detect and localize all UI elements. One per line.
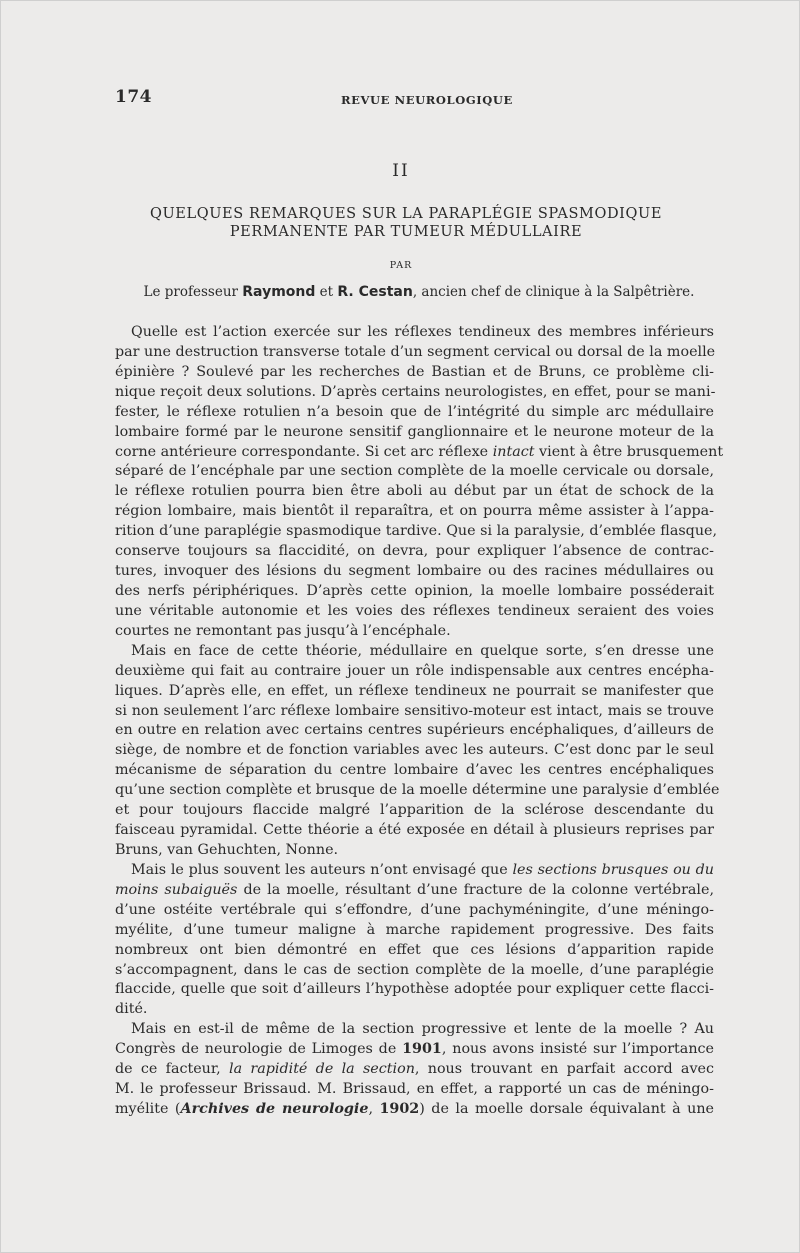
text-line: siège, de nombre et de fonction variables avec les auteurs. C’est donc par le seul xyxy=(115,742,714,759)
text-line: région lombaire, mais bientôt il reparaîtra, et on pourra même assister à l’appa- xyxy=(115,503,714,520)
text-line: liques. D’après elle, en effet, un réflexe tendineux ne pourrait se manifester que xyxy=(115,682,714,699)
italic-run: Archives de neurologie xyxy=(180,1100,369,1117)
text-line xyxy=(115,1100,714,1120)
text-line: qu’une section complète et brusque de la moelle détermine une paralysie d’emblée xyxy=(115,782,720,799)
text-line: Quelle est l’action exercée sur les réflexes tendineux des membres inférieurs xyxy=(131,324,714,340)
page-number: 174 xyxy=(115,87,152,107)
title-line: QUELQUES REMARQUES SUR LA PARAPLÉGIE SPASMODIQUE xyxy=(149,206,663,222)
text-run: de ce facteur, xyxy=(115,1061,229,1078)
text-line: tures, invoquer des lésions du segment lombaire ou des racines médullaires ou xyxy=(115,563,714,580)
text-line xyxy=(115,1060,714,1080)
text-line: si non seulement l’arc réflexe lombaire sensitivo-moteur est intact, mais se trouve xyxy=(115,702,714,719)
author-prefix: Le professeur xyxy=(143,284,243,300)
author-affiliation: , ancien chef de clinique à la Salpêtrière. xyxy=(412,284,695,300)
text-line: M. le professeur Brissaud. M. Brissaud, en effet, a rapporté un cas de méningo- xyxy=(115,1081,714,1098)
author-name: R. Cestan xyxy=(337,284,413,300)
text-line: s’accompagnent, dans le cas de section complète de la moelle, d’une paraplégie xyxy=(115,961,714,978)
text-run: Mais le plus souvent les auteurs n’ont envisagé que xyxy=(131,861,513,878)
text-line: une véritable autonomie et les voies des réflexes tendineux seraient des voies xyxy=(115,602,714,619)
text-run: corne antérieure correspondante. Si cet arc réflexe xyxy=(115,443,493,460)
text-run: , xyxy=(368,1100,380,1117)
text-line: conserve toujours sa flaccidité, on devra, pour expliquer l’absence de contrac- xyxy=(115,543,714,560)
bold-run: 1901 xyxy=(402,1041,442,1058)
text-line: séparé de l’encéphale par une section complète de la moelle cervicale ou dorsale, xyxy=(115,463,714,480)
text-line: faisceau pyramidal. Cette théorie a été exposée en détail à plusieurs reprises par xyxy=(115,822,714,839)
text-run: ) de la moelle dorsale équivalant à une xyxy=(419,1100,714,1117)
text-line: Mais en est-il de même de la section progressive et lente de la moelle ? Au xyxy=(131,1021,714,1038)
text-line: dité. xyxy=(115,1001,148,1018)
text-line: fester, le réflexe rotulien n’a besoin que de l’intégrité du simple arc médullaire xyxy=(115,403,714,420)
text-line xyxy=(115,1040,714,1060)
title-line: PERMANENTE PAR TUMEUR MÉDULLAIRE xyxy=(229,224,583,240)
author-conjunction: et xyxy=(315,284,338,300)
text-line xyxy=(115,443,724,463)
text-run: Congrès de neurologie de Limoges de xyxy=(115,1041,403,1058)
italic-run: intact xyxy=(492,443,535,460)
text-line: en outre en relation avec certains centres supérieurs encéphaliques, d’ailleurs de xyxy=(115,722,714,739)
text-line: deuxième qui fait au contraire jouer un rôle indispensable aux centres encépha- xyxy=(115,662,714,679)
text-line: mécanisme de séparation du centre lombaire d’avec les centres encéphaliques xyxy=(115,762,714,779)
text-line xyxy=(115,861,714,881)
author-line xyxy=(119,284,719,300)
author-name: Raymond xyxy=(242,284,316,300)
text-line: d’une ostéite vertébrale qui s’effondre, d’une pachyméningite, d’une méningo- xyxy=(115,901,714,918)
text-line: nombreux ont bien démontré en effet que ces lésions d’apparition rapide xyxy=(115,941,714,958)
article-title xyxy=(101,205,711,241)
text-line: courtes ne remontant pas jusqu’à l’encéphale. xyxy=(115,622,451,639)
bold-run: 1902 xyxy=(379,1100,420,1117)
byline-par: PAR xyxy=(389,260,413,271)
text-line: nique reçoit deux solutions. D’après certains neurologistes, en effet, pour se mani- xyxy=(115,383,716,400)
text-line: myélite, d’une tumeur maligne à marche rapidement progressive. Des faits xyxy=(115,921,714,938)
article-body xyxy=(115,323,724,1120)
italic-run: les sections brusques ou du xyxy=(512,861,715,878)
text-line: flaccide, quelle que soit d’ailleurs l’hypothèse adoptée pour expliquer cette flacci- xyxy=(115,981,714,998)
text-line: Bruns, van Gehuchten, Nonne. xyxy=(115,841,339,858)
text-line: lombaire formé par le neurone sensitif ganglionnaire et le neurone moteur de la xyxy=(115,423,714,440)
text-run: vient à être brusquement xyxy=(534,443,724,460)
text-line: rition d’une paraplégie spasmodique tardive. Que si la paralysie, d’emblée flasque, xyxy=(115,523,718,540)
section-numeral: II xyxy=(392,161,410,181)
text-line xyxy=(115,881,714,901)
italic-run: moins subaiguës xyxy=(115,881,238,898)
text-run: , nous trouvant en parfait accord avec xyxy=(414,1061,714,1078)
text-line: Mais en face de cette théorie, médullaire en quelque sorte, s’en dresse une xyxy=(131,642,714,659)
text-line: par une destruction transverse totale d’un segment cervical ou dorsal de la moelle xyxy=(115,343,716,360)
text-line: des nerfs périphériques. D’après cette opinion, la moelle lombaire posséderait xyxy=(115,582,714,599)
text-run: de la moelle, résultant d’une fracture de la colonne vertébrale, xyxy=(237,881,715,898)
text-line: le réflexe rotulien pourra bien être aboli au début par un état de schock de la xyxy=(115,483,714,500)
italic-run: la rapidité de la section xyxy=(229,1061,415,1078)
text-run: , nous avons insisté sur l’importance xyxy=(441,1041,714,1058)
running-head: REVUE NEUROLOGIQUE xyxy=(341,93,513,107)
text-run: myélite ( xyxy=(115,1100,181,1117)
text-line: épinière ? Soulevé par les recherches de Bastian et de Bruns, ce problème cli- xyxy=(115,363,714,380)
text-line: et pour toujours flaccide malgré l’apparition de la sclérose descendante du xyxy=(115,802,714,819)
